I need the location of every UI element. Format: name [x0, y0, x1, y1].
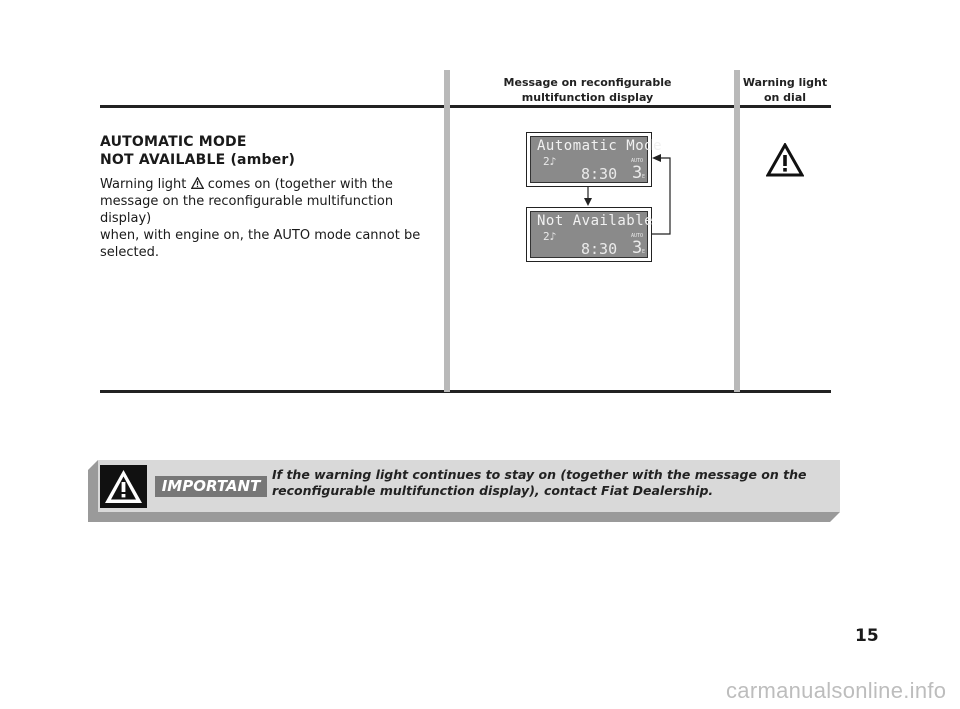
- page-number: 15: [855, 626, 879, 646]
- section-body-line4: selected.: [100, 245, 160, 260]
- column-divider-left: [444, 70, 450, 392]
- warning-column-header-line2: on dial: [763, 91, 807, 104]
- section-body: [100, 176, 440, 261]
- loop-back-arrow-icon: [651, 154, 670, 234]
- important-text-line1: If the warning light continues to stay on (together with the message on the: [272, 467, 807, 482]
- important-label: IMPORTANT: [155, 476, 267, 497]
- top-rule: [100, 105, 831, 108]
- display-gear-info: [543, 230, 556, 243]
- message-column-header: [490, 75, 685, 105]
- display-screen: [530, 136, 663, 183]
- watermark-text: carmanualsonline.info: [726, 678, 947, 703]
- display-time: 8:30: [581, 240, 618, 258]
- section-title-line2-main: NOT AVAILABLE: [100, 152, 226, 168]
- display-auto-label: AUTO: [631, 158, 644, 164]
- section-body-line2: message on the reconfigurable multifunction display): [100, 194, 394, 226]
- section-title-suffix: (amber): [230, 152, 296, 168]
- section-title: [100, 133, 440, 169]
- display-automatic-mode: [526, 132, 663, 187]
- display-auto-label: AUTO: [631, 233, 644, 239]
- column-divider-right: [734, 70, 740, 392]
- warning-column-header: [735, 75, 835, 105]
- message-column-header-line1: Message on reconfigurable: [503, 76, 672, 89]
- display-gear-info: [543, 155, 556, 168]
- gear-lever-icon: ♪: [549, 155, 557, 168]
- display-gear-info-value: 2: [543, 155, 550, 168]
- display-message: Not Available: [537, 213, 654, 229]
- display-screen: [530, 211, 654, 258]
- warning-triangle-icon: [191, 177, 204, 189]
- display-gear-sub: E: [642, 174, 646, 180]
- section-body-line3: when, with engine on, the AUTO mode cannot be: [100, 228, 421, 243]
- display-gear-sub: E: [642, 249, 646, 255]
- important-text-line2: reconfigurable multifunction display), contact Fiat Dealership.: [272, 483, 714, 498]
- important-icon-box: [100, 465, 147, 508]
- display-message: Automatic Mode: [537, 138, 663, 154]
- display-not-available: [526, 207, 652, 262]
- display-gear-info-value: 2: [543, 230, 550, 243]
- bottom-rule: [100, 390, 831, 393]
- gear-lever-icon: ♪: [549, 230, 557, 243]
- section-body-prefix: Warning light: [100, 177, 187, 192]
- warning-triangle-icon: [766, 143, 804, 177]
- display-gear: 3: [632, 238, 643, 258]
- section-body-line1: [100, 176, 440, 193]
- message-column-header-line2: multifunction display: [521, 91, 654, 104]
- display-gear: 3: [632, 163, 643, 183]
- down-arrow-icon: [584, 186, 592, 206]
- warning-triangle-icon: [100, 465, 147, 508]
- important-notice: [88, 460, 840, 522]
- section-title-line2: [100, 151, 440, 169]
- display-time: 8:30: [581, 165, 618, 183]
- section-title-line1: AUTOMATIC MODE: [100, 134, 247, 150]
- section-body-line1-rest: comes on (together with the: [207, 177, 393, 192]
- important-text: [272, 467, 832, 499]
- warning-column-header-line1: Warning light: [742, 76, 828, 89]
